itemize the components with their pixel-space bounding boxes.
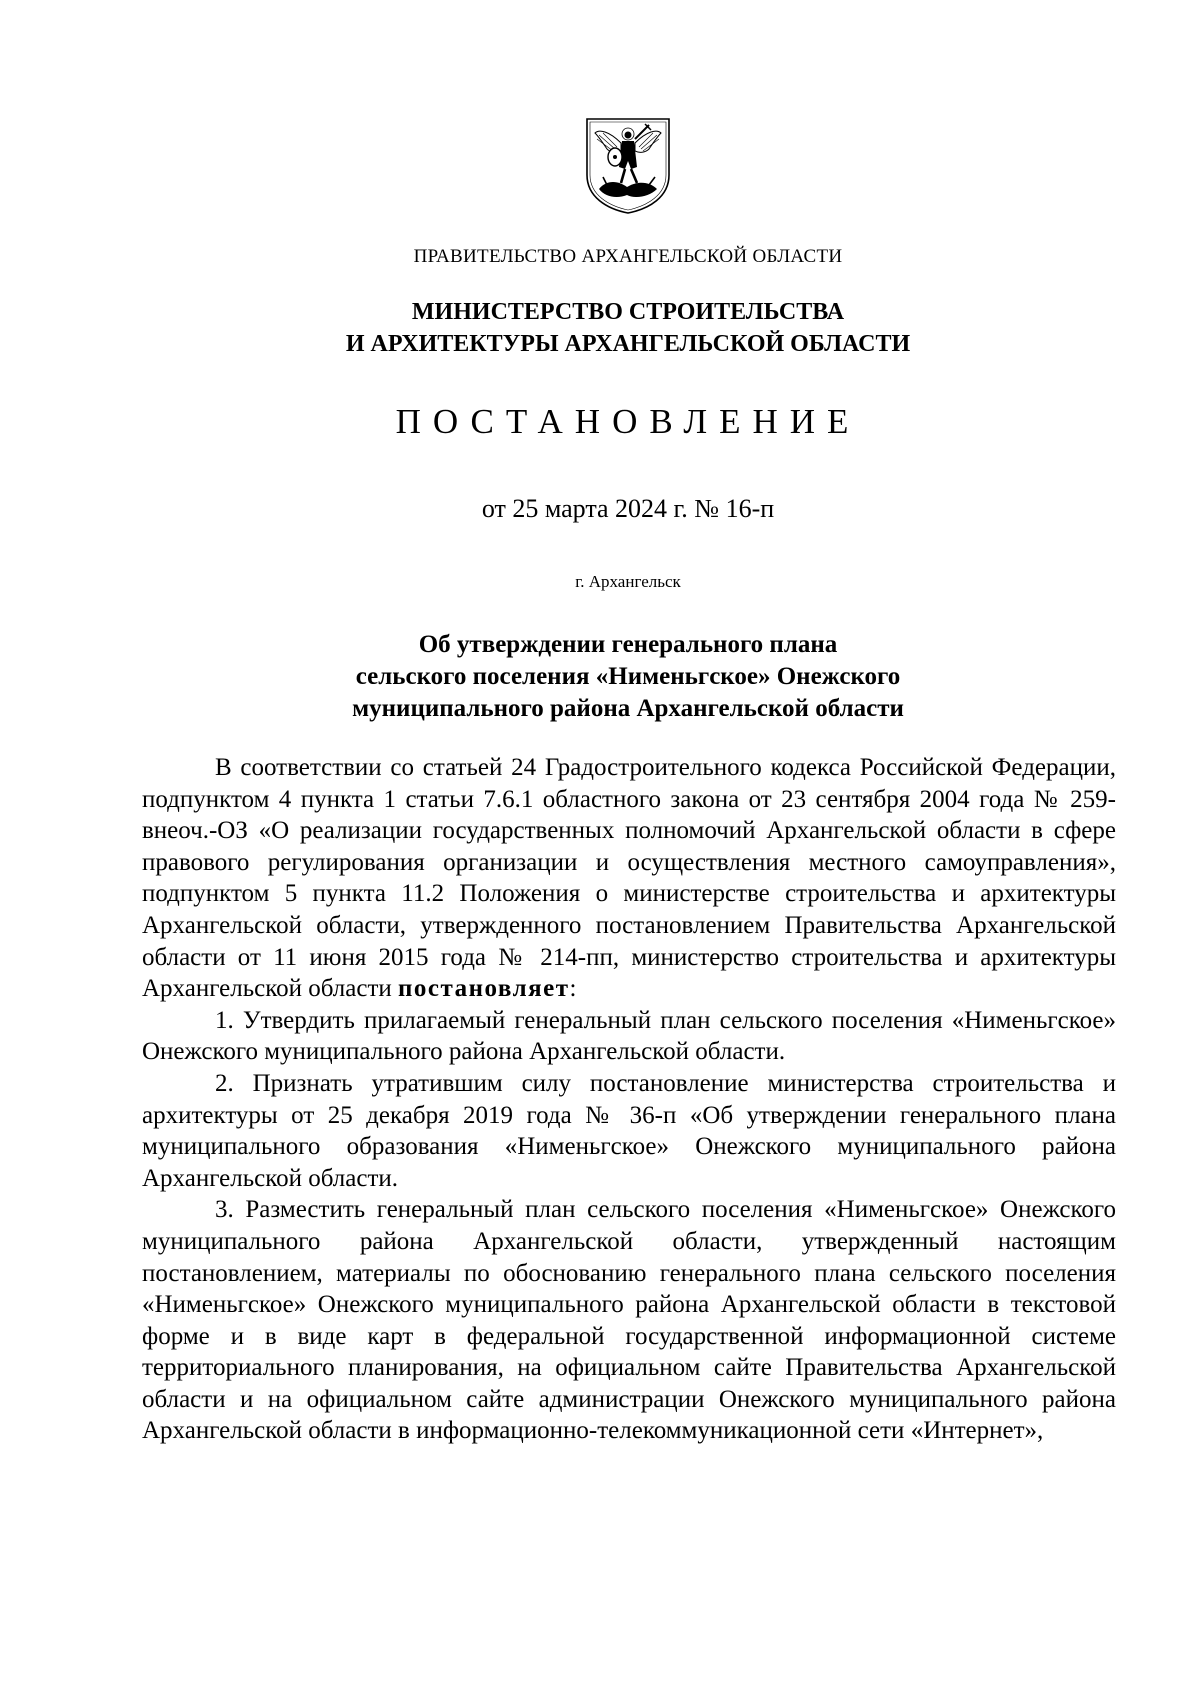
document-subject <box>0 629 1200 725</box>
preamble-text: В соответствии со статьей 24 Градостроительного кодекса Российской Федерации, подпунктом 4 пункта 1 статьи 7.6.1 областного закона от 23 сентября 2004 года № 259-внеоч.-ОЗ «О реализации государственных полномочий Архангельской области в сфере правового регулирования организации и осуществления местного самоуправления», подпунктом 5 пункта 11.2 Положения о министерстве строительства и архитектуры Архангельской области, утвержденного постановлением Правительства Архангельской области от 11 июня 2015 года № 214-пп, министерство строительства и архитектуры Архангельской области <box>142 754 1116 1003</box>
decree-colon: : <box>569 975 577 1003</box>
subject-line3: муниципального района Архангельской области <box>352 695 904 722</box>
document-type: ПОСТАНОВЛЕНИЕ <box>395 402 861 441</box>
subject-line2: сельского поселения «Нименьгское» Онежского <box>355 663 901 690</box>
item-3: 3. Разместить генеральный план сельского поселения «Нименьгское» Онежского муниципального района Архангельской области, утвержденный настоящим постановлением, материалы по обоснованию генерального плана сельского поселения «Нименьгское» Онежского муниципального района Архангельской области в текстовой форме и в виде карт в федеральной государственной информационной системе территориального планирования, на официальном сайте Правительства Архангельской области и на официальном сайте администрации Онежского муниципального района Архангельской области в информационно-телекоммуникационной сети «Интернет», <box>142 1196 1116 1445</box>
document-body <box>142 752 1116 1447</box>
item-2: 2. Признать утратившим силу постановление министерства строительства и архитектуры от 25 декабря 2019 года № 36-п «Об утверждении генерального плана муниципального образования «Нименьгское» Онежского муниципального района Архангельской области. <box>142 1069 1116 1192</box>
government-name: ПРАВИТЕЛЬСТВО АРХАНГЕЛЬСКОЙ ОБЛАСТИ <box>413 246 843 267</box>
arkhangelsk-coat-of-arms-icon <box>585 117 671 215</box>
date-and-number: от 25 марта 2024 г. № 16-п <box>481 494 775 523</box>
ministry-name-line2: И АРХИТЕКТУРЫ АРХАНГЕЛЬСКОЙ ОБЛАСТИ <box>345 331 911 357</box>
ministry-name <box>0 296 1200 360</box>
city: г. Архангельск <box>575 572 681 591</box>
item-1: 1. Утвердить прилагаемый генеральный план сельского поселения «Нименьгское» Онежского муниципального района Архангельской области. <box>142 1006 1116 1066</box>
decree-word: постановляет <box>398 975 570 1003</box>
preamble-paragraph <box>142 752 1116 1005</box>
subject-line1: Об утверждении генерального плана <box>418 631 838 658</box>
ministry-name-line1: МИНИСТЕРСТВО СТРОИТЕЛЬСТВА <box>411 299 845 325</box>
